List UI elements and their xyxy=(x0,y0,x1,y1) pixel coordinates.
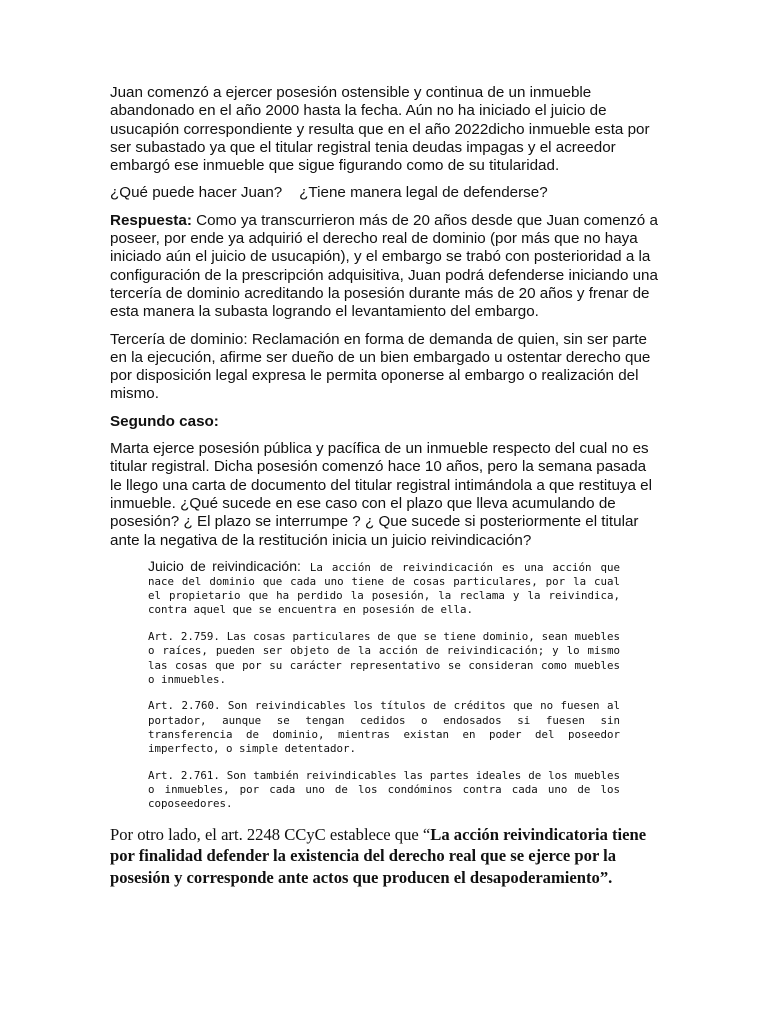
conclusion-paragraph xyxy=(110,824,658,889)
juicio-label: Juicio de reivindicación: xyxy=(148,557,301,574)
articulo-2761: Art. 2.761. Son también reivindicables las partes ideales de los muebles o inmuebles, por cada uno de los condóminos contra cada uno de los coposeedores. xyxy=(148,768,620,811)
terceria-definicion: Tercería de dominio: Reclamación en forma de demanda de quien, sin ser parte en la ejecución, afirme ser dueño de un bien embargado u ostentar derecho que por disposición legal expresa le permita oponerse al embargo o realización del mismo. xyxy=(110,330,651,403)
conclusion-intro: Por otro lado, el art. 2248 CCyC establece que “ xyxy=(110,824,431,844)
caso1-pregunta-1: ¿Qué puede hacer Juan? xyxy=(110,184,283,202)
respuesta-texto: Como ya transcurrieron más de 20 años desde que Juan comenzó a poseer, por ende ya adquirió el derecho real de dominio (por más que no haya iniciado aún el juicio de usucapión), y el embargo se trabó con posterioridad a la configuración de la prescripción adquisitiva, Juan podrá defenderse iniciando una tercería de dominio acreditando la posesión durante más de 20 años y frenar de esta manera la subasta logrando el levantamiento del embargo. xyxy=(110,211,658,321)
caso1-respuesta xyxy=(110,212,658,322)
articulo-2760: Art. 2.760. Son reivindicables los títulos de créditos que no fuesen al portador, aunque se tengan cedidos o endosados si fuesen sin transferencia de dominio, mientras existan en poder del poseedor imperfecto, o simple detentador. xyxy=(148,699,620,756)
primer-caso-section xyxy=(110,84,658,550)
document-page xyxy=(110,84,658,889)
caso2-enunciado: Marta ejerce posesión pública y pacífica de un inmueble respecto del cual no es titular registral. Dicha posesión comenzó hace 10 años, pero la semana pasada le llego una carta de documento del titular registral intimándola a que restituya el inmueble. ¿Qué sucede en ese caso con el plazo que lleva acumulando de posesión? ¿ El plazo se interrumpe ? ¿ Que sucede si posteriormente el titular ante la negativa de la restitución inicia un juicio reivindicación? xyxy=(110,440,653,549)
caso1-preguntas xyxy=(110,184,658,202)
juicio-reivindicacion-definicion xyxy=(148,559,620,618)
conclusion-cita: La acción reivindicatoria tiene por finalidad defender la existencia del derecho real que se ejerce por la posesión y corresponde ante actos que producen el desapoderamiento”. xyxy=(110,824,647,888)
respuesta-label: Respuesta: xyxy=(110,211,192,229)
caso1-enunciado: Juan comenzó a ejercer posesión ostensible y continua de un inmueble abandonado en el año 2000 hasta la fecha. Aún no ha iniciado el juicio de usucapión correspondiente y resulta que en el año 2022dicho inmueble esta por ser subastado ya que el titular registral tenia deudas impagas y el acreedor embargó ese inmueble que sigue figurando como de su titularidad. xyxy=(110,84,650,175)
segundo-caso-title: Segundo caso: xyxy=(110,412,219,430)
juicio-texto: La acción de reivindicación es una acción que nace del dominio que cada uno tiene de cosas particulares, por la cual el propietario que ha perdido la posesión, la reclama y la reivindica, contra aquel que se encuentra en posesión de ella. xyxy=(148,560,621,617)
reivindicacion-quote-block xyxy=(148,559,620,812)
caso1-pregunta-2: ¿Tiene manera legal de defenderse? xyxy=(299,184,548,202)
articulo-2759: Art. 2.759. Las cosas particulares de que se tiene dominio, sean muebles o raíces, pueden ser objeto de la acción de reivindicación; y lo mismo las cosas que por su carácter representativo se consideran como muebles o inmuebles. xyxy=(148,630,620,686)
